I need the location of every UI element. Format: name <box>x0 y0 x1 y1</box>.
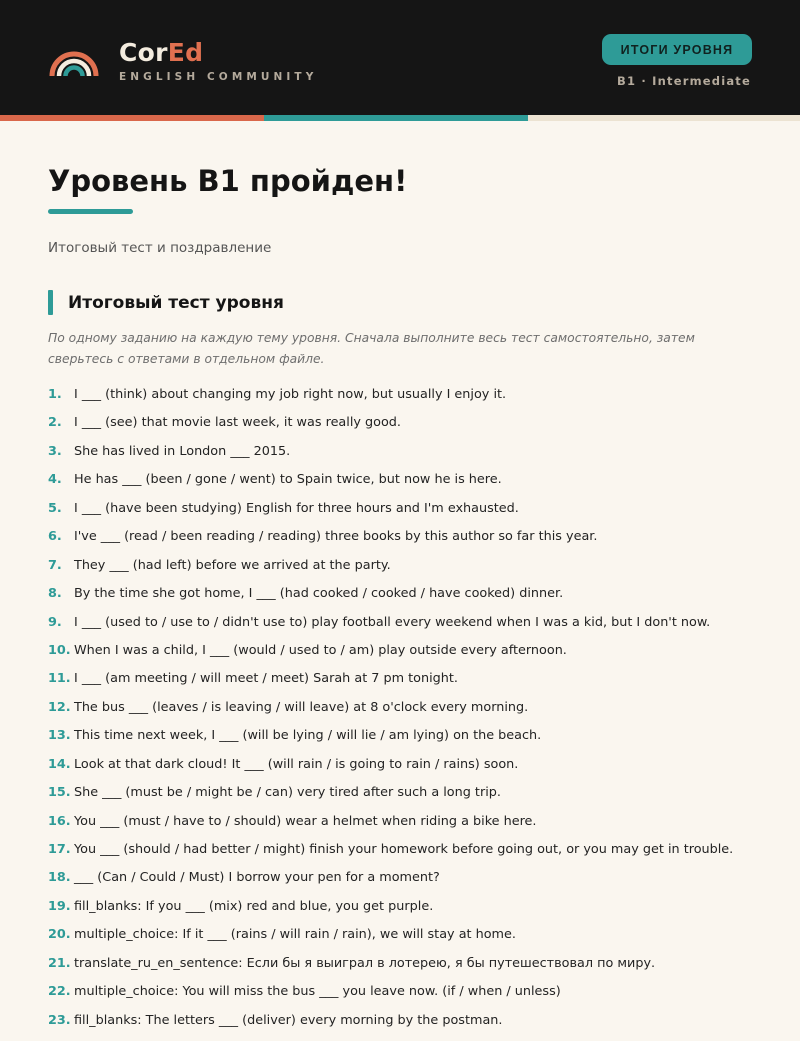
task-text: He has ___ (been / gone / went) to Spain twice, but now he is here. <box>74 472 502 488</box>
task-item <box>48 700 752 728</box>
task-text: I ___ (have been studying) English for three hours and I'm exhausted. <box>74 500 519 516</box>
task-text: fill_blanks: The letters ___ (deliver) every morning by the postman. <box>74 1012 503 1028</box>
brand-name-part2: Ed <box>167 38 204 67</box>
task-item <box>48 529 752 557</box>
stripe-teal <box>264 115 528 121</box>
section-header <box>48 290 752 315</box>
section-accent-bar <box>48 290 53 315</box>
task-text: I ___ (think) about changing my job right now, but usually I enjoy it. <box>74 387 507 402</box>
level-label: B1 · Intermediate <box>617 74 751 88</box>
brand-logo[interactable] <box>119 38 203 68</box>
task-number: 23. <box>48 1012 71 1028</box>
task-item <box>48 728 752 756</box>
level-summary-button[interactable]: ИТОГИ УРОВНЯ <box>602 34 752 65</box>
task-number: 4. <box>48 472 62 488</box>
task-text: By the time she got home, I ___ (had cooked / cooked / have cooked) dinner. <box>74 586 564 602</box>
task-number: 17. <box>48 842 71 857</box>
task-text: You ___ (must / have to / should) wear a helmet when riding a bike here. <box>74 813 537 829</box>
task-number: 21. <box>48 955 71 971</box>
task-item <box>48 984 752 1012</box>
task-text: ___ (Can / Could / Must) I borrow your pen for a moment? <box>74 870 440 886</box>
task-item <box>48 927 752 955</box>
task-text: They ___ (had left) before we arrived at the party. <box>74 557 391 573</box>
task-item <box>48 472 752 500</box>
task-number: 14. <box>48 756 71 772</box>
task-text: This time next week, I ___ (will be lying / will lie / am lying) on the beach. <box>74 728 542 744</box>
task-item <box>48 899 752 927</box>
task-item <box>48 415 752 443</box>
task-number: 16. <box>48 813 71 829</box>
task-number: 22. <box>48 984 71 1000</box>
task-text: multiple_choice: You will miss the bus ___ you leave now. (if / when / unless) <box>74 984 561 1000</box>
task-number: 13. <box>48 728 71 744</box>
stripe-orange <box>0 115 264 121</box>
title-underline <box>48 209 133 214</box>
main-content <box>0 121 800 1041</box>
task-item <box>48 814 752 842</box>
task-text: I ___ (am meeting / will meet / meet) Sarah at 7 pm tonight. <box>74 671 458 687</box>
section-description: По одному заданию на каждую тему уровня. Сначала выполните весь тест самостоятельно, затем сверьтесь с ответами в отдельном файле. <box>48 331 695 366</box>
task-item <box>48 643 752 671</box>
site-header <box>0 0 800 115</box>
section-title: Итоговый тест уровня <box>68 292 284 313</box>
task-number: 20. <box>48 927 71 943</box>
task-text: She has lived in London ___ 2015. <box>74 443 291 459</box>
task-item <box>48 586 752 614</box>
task-number: 12. <box>48 699 71 715</box>
task-text: When I was a child, I ___ (would / used to / am) play outside every afternoon. <box>74 642 567 658</box>
task-number: 10. <box>48 642 71 658</box>
task-number: 7. <box>48 557 62 573</box>
task-text: I ___ (see) that movie last week, it was really good. <box>74 415 402 431</box>
brand-tagline: ENGLISH COMMUNITY <box>119 71 318 83</box>
task-number: 8. <box>48 586 62 602</box>
task-text: Look at that dark cloud! It ___ (will rain / is going to rain / rains) soon. <box>74 756 519 772</box>
page-subtitle: Итоговый тест и поздравление <box>48 240 272 256</box>
task-number: 3. <box>48 443 62 459</box>
task-text: I ___ (used to / use to / didn't use to) play football every weekend when I was a kid, but I don't now. <box>74 614 711 630</box>
task-number: 11. <box>48 671 71 687</box>
brand-name-part1: Cor <box>119 38 168 67</box>
task-list <box>48 387 752 1041</box>
task-number: 18. <box>48 870 71 886</box>
task-number: 6. <box>48 529 62 545</box>
task-number: 1. <box>48 387 62 402</box>
task-number: 19. <box>48 898 71 914</box>
task-item <box>48 501 752 529</box>
task-text: translate_ru_en_sentence: Если бы я выиграл в лотерею, я бы путешествовал по миру. <box>74 955 656 971</box>
stripe-cream <box>528 115 800 121</box>
task-item <box>48 444 752 472</box>
task-text: I've ___ (read / been reading / reading) three books by this author so far this year. <box>74 529 598 545</box>
task-item <box>48 671 752 699</box>
task-number: 9. <box>48 614 62 630</box>
page-title: Уровень B1 пройден! <box>48 164 408 198</box>
task-text: You ___ (should / had better / might) finish your homework before going out, or you may get in trouble. <box>74 842 734 857</box>
task-number: 2. <box>48 415 62 431</box>
task-item <box>48 387 752 415</box>
task-text: fill_blanks: If you ___ (mix) red and blue, you get purple. <box>74 898 434 914</box>
task-item <box>48 842 752 870</box>
task-item <box>48 757 752 785</box>
task-item <box>48 870 752 898</box>
task-item <box>48 615 752 643</box>
task-number: 15. <box>48 785 71 801</box>
task-text: She ___ (must be / might be / can) very tired after such a long trip. <box>74 785 501 801</box>
task-text: multiple_choice: If it ___ (rains / will rain / rain), we will stay at home. <box>74 927 516 943</box>
task-item <box>48 558 752 586</box>
rainbow-icon <box>49 46 99 76</box>
task-item <box>48 1013 752 1041</box>
task-item <box>48 785 752 813</box>
task-text: The bus ___ (leaves / is leaving / will leave) at 8 o'clock every morning. <box>74 699 529 715</box>
task-item <box>48 956 752 984</box>
task-number: 5. <box>48 500 62 516</box>
color-stripe <box>0 115 800 121</box>
